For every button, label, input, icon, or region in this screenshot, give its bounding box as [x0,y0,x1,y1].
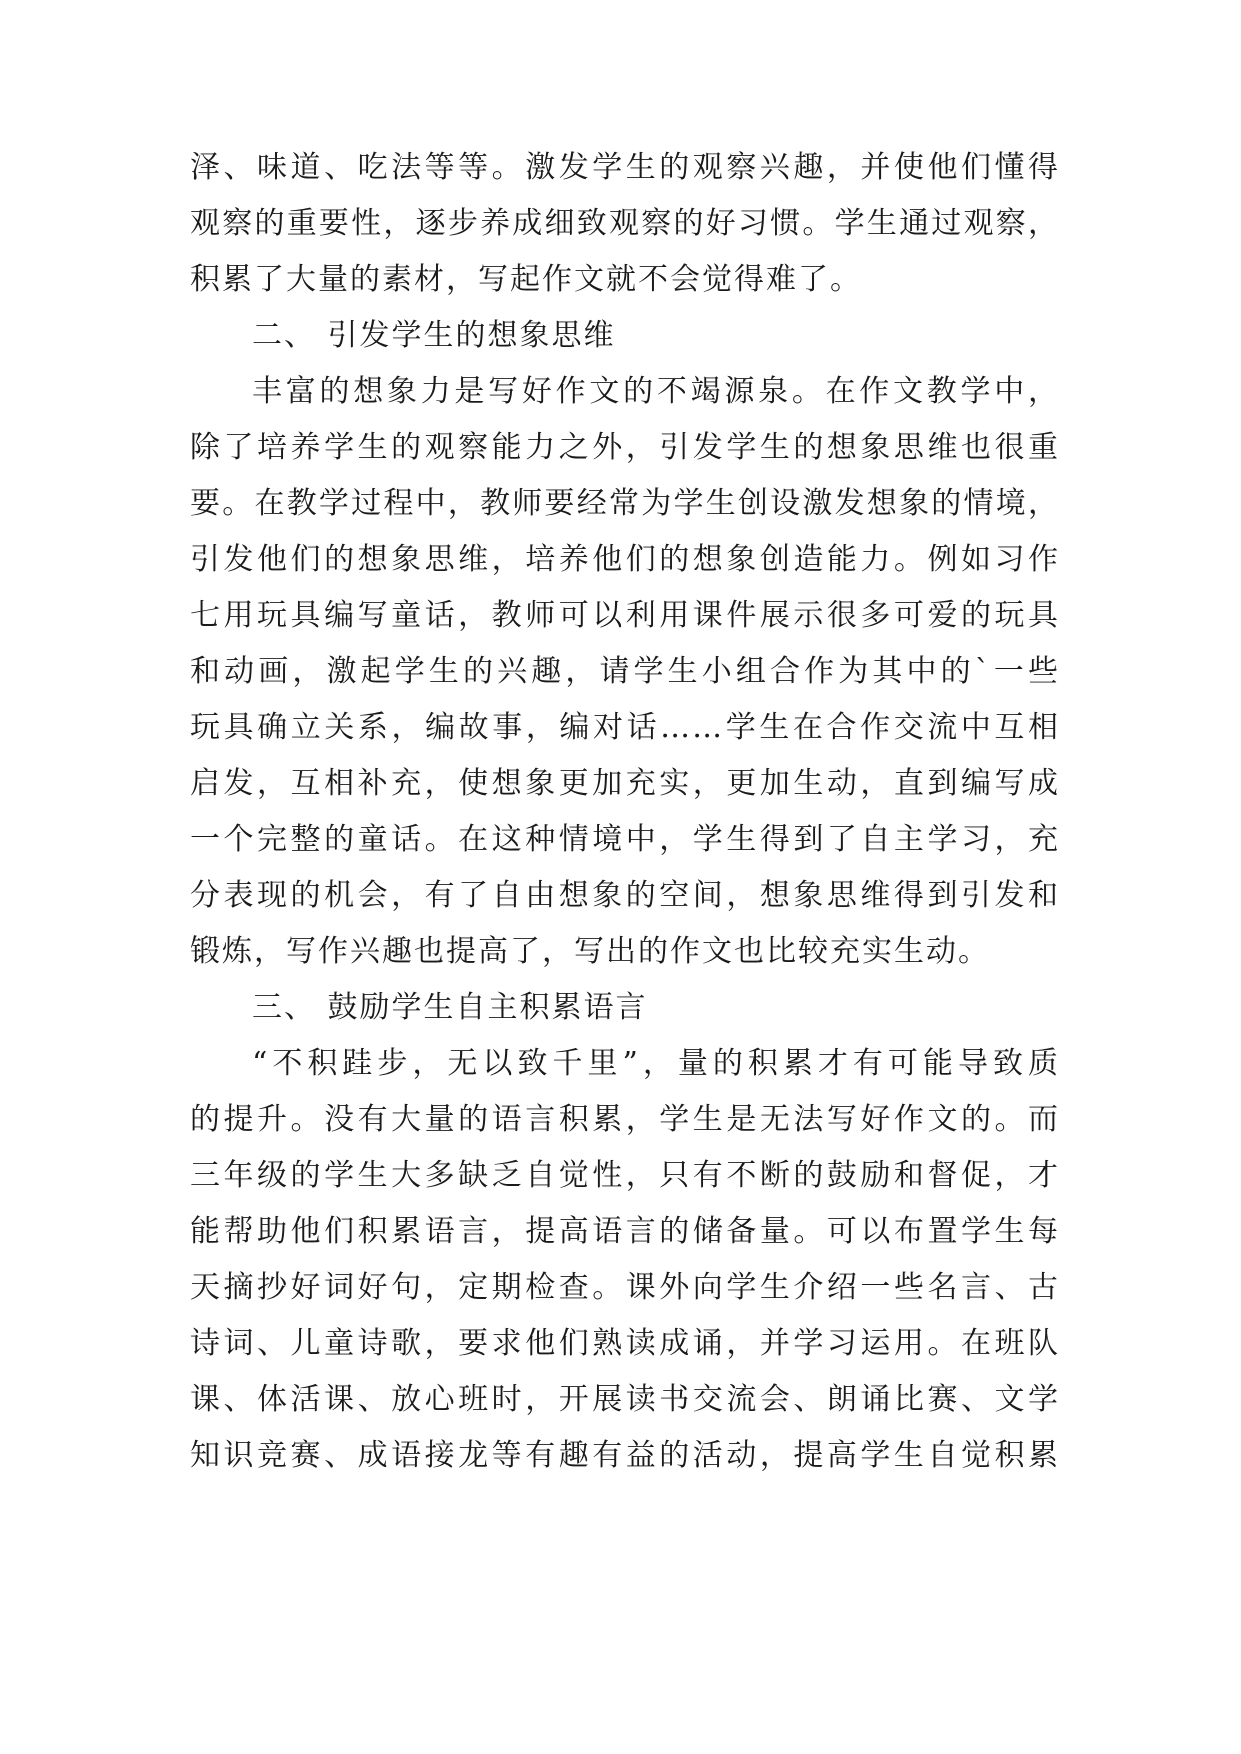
text-line-21: 天摘抄好词好句，定期检查。课外向学生介绍一些名言、古 [190,1270,1060,1305]
text-line-20: 能帮助他们积累语言，提高语言的储备量。可以布置学生每 [190,1214,1060,1249]
text-line-13: 一个完整的童话。在这种情境中，学生得到了自主学习，充 [190,822,1060,857]
text-line-7: 要。在教学过程中，教师要经常为学生创设激发想象的情境， [190,486,1060,521]
text-line-23: 课、体活课、放心班时，开展读书交流会、朗诵比赛、文学 [190,1382,1060,1417]
text-line-8: 引发他们的想象思维，培养他们的想象创造能力。例如习作 [190,542,1060,577]
text-line-19: 三年级的学生大多缺乏自觉性，只有不断的鼓励和督促，才 [190,1158,1060,1193]
text-line-18: 的提升。没有大量的语言积累，学生是无法写好作文的。而 [190,1102,1060,1137]
text-line-2: 观察的重要性，逐步养成细致观察的好习惯。学生通过观察， [190,206,1060,241]
text-line-6: 除了培养学生的观察能力之外，引发学生的想象思维也很重 [190,430,1060,465]
text-line-5: 丰富的想象力是写好作文的不竭源泉。在作文教学中， [252,374,1060,409]
section-heading-3: 三、 鼓励学生自主积累语言 [252,990,648,1025]
text-line-3: 积累了大量的素材，写起作文就不会觉得难了。 [190,262,862,297]
text-line-14: 分表现的机会，有了自由想象的空间，想象思维得到引发和 [190,878,1060,913]
text-line-17: “不积跬步，无以致千里”，量的积累才有可能导致质 [252,1046,1060,1081]
text-line-12: 启发，互相补充，使想象更加充实，更加生动，直到编写成 [190,766,1060,801]
text-line-24: 知识竞赛、成语接龙等有趣有益的活动，提高学生自觉积累 [190,1438,1060,1473]
section-heading-2: 二、 引发学生的想象思维 [252,318,616,353]
text-line-9: 七用玩具编写童话，教师可以利用课件展示很多可爱的玩具 [190,598,1060,633]
text-line-15: 锻炼，写作兴趣也提高了，写出的作文也比较充实生动。 [190,934,990,969]
text-line-22: 诗词、儿童诗歌，要求他们熟读成诵，并学习运用。在班队 [190,1326,1060,1361]
text-line-1: 泽、味道、吃法等等。激发学生的观察兴趣，并使他们懂得 [190,150,1060,185]
text-line-11: 玩具确立关系，编故事，编对话……学生在合作交流中互相 [190,710,1060,745]
text-line-10: 和动画，激起学生的兴趣，请学生小组合作为其中的`一些 [190,654,1060,689]
